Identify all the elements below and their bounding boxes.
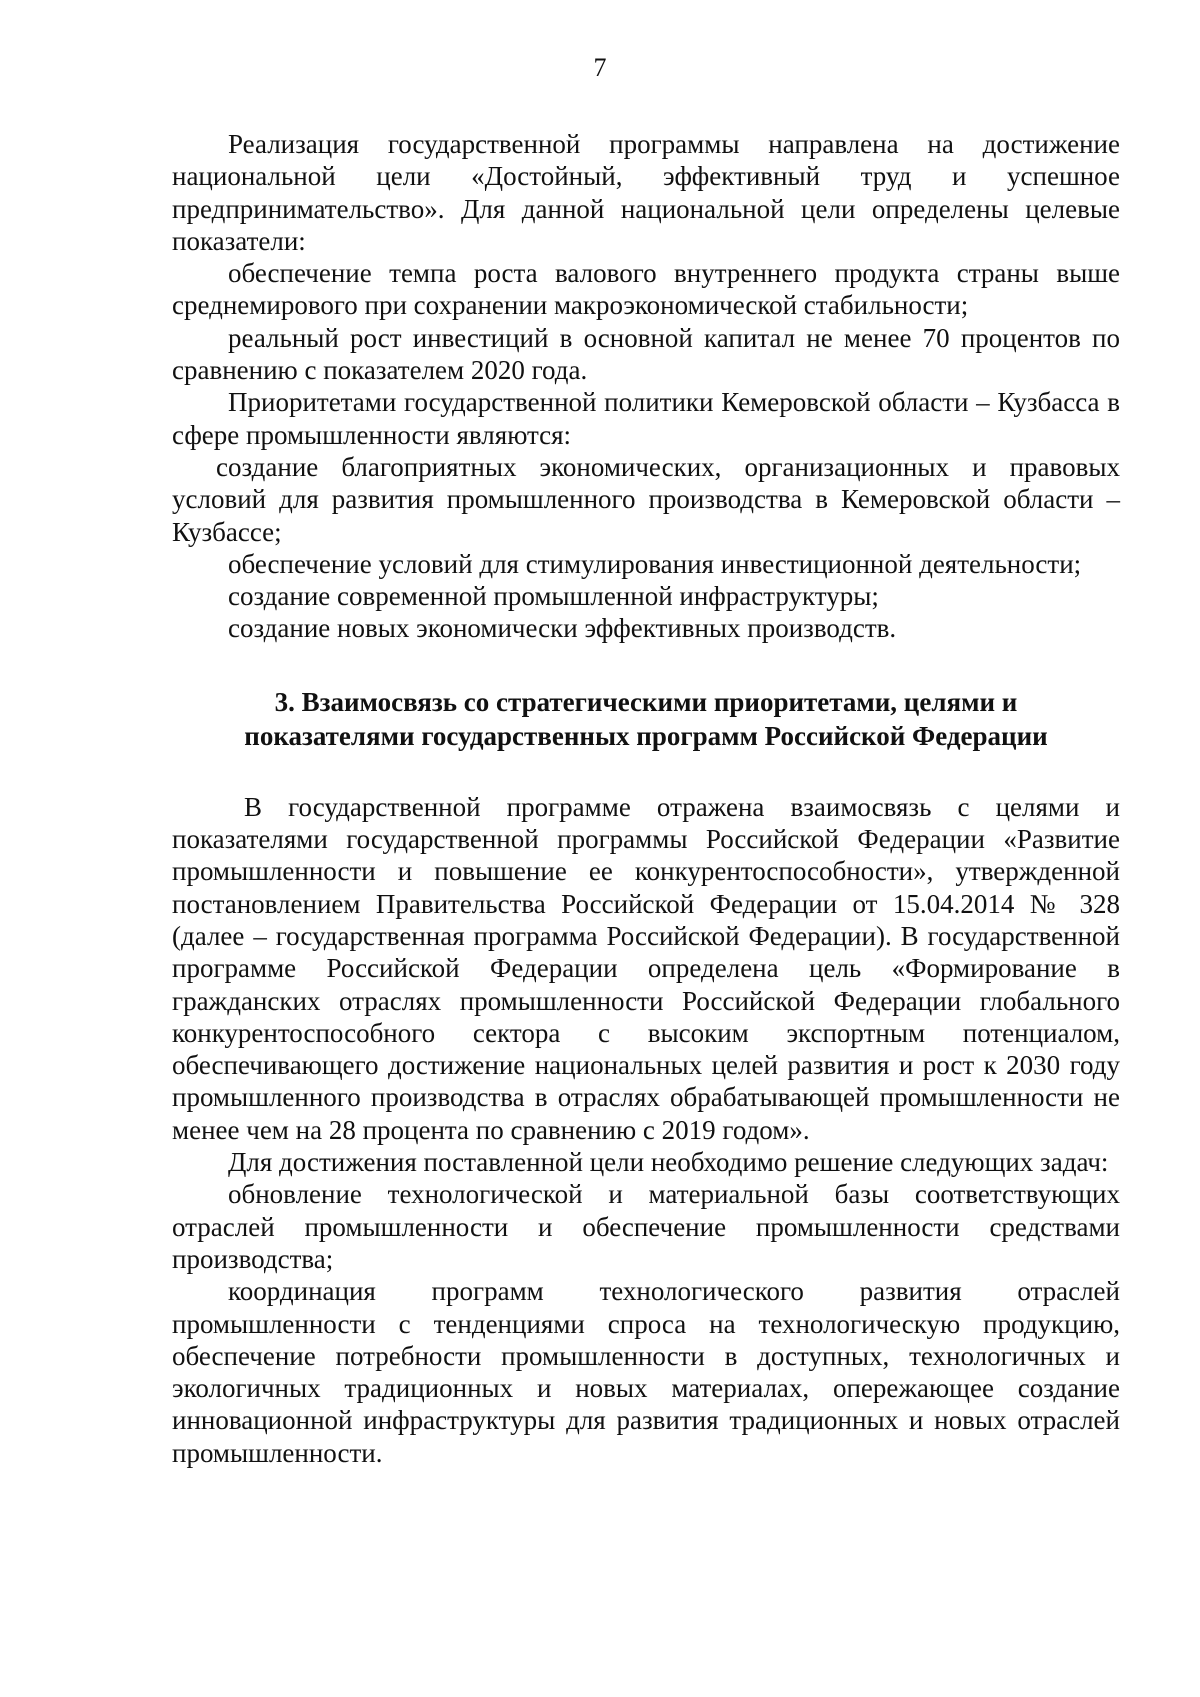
paragraph-favorable-conditions: создание благоприятных экономических, организационных и правовых условий для развития промышленного производства в Кемеровской области – Кузбассе; xyxy=(172,451,1120,547)
section-3-heading-line-2: показателями государственных программ Российской Федерации xyxy=(244,720,1048,751)
paragraph-federal-program-link: В государственной программе отражена взаимосвязь с целями и показателями государственной программы Российской Федерации «Развитие промышленности и повышение ее конкурентоспособности», утвержденной постановлением Правительства Российской Федерации от 15.04.2014 № 328 (далее – государственная программа Российской Федерации). В государственной программе Российской Федерации определена цель «Формирование в гражданских отраслях промышленности Российской Федерации глобального конкурентоспособного сектора с высоким экспортным потенциалом, обеспечивающего достижение национальных целей развития и рост к 2030 году промышленного производства в отраслях обрабатывающей промышленности не менее чем на 28 процента по сравнению с 2019 годом». xyxy=(172,791,1120,1145)
document-body xyxy=(172,128,1120,1469)
paragraph-goal-intro: Реализация государственной программы направлена на достижение национальной цели «Достойный, эффективный труд и успешное предпринимательство». Для данной национальной цели определены целевые показатели: xyxy=(172,129,1120,256)
section-3-heading xyxy=(172,685,1120,753)
paragraph-task-modernization: обновление технологической и материальной базы соответствующих отраслей промышленности и обеспечение промышленности средствами производства; xyxy=(172,1179,1120,1274)
paragraph-new-productions: создание новых экономически эффективных производств. xyxy=(228,613,897,644)
paragraph-priorities-intro: Приоритетами государственной политики Кемеровской области – Кузбасса в сфере промышленности являются: xyxy=(172,387,1120,450)
page-number: 7 xyxy=(593,53,607,82)
paragraph-investment-stimulation: обеспечение условий для стимулирования инвестиционной деятельности; xyxy=(228,548,1082,579)
paragraph-investment-growth: реальный рост инвестиций в основной капитал не менее 70 процентов по сравнению с показателем 2020 года. xyxy=(172,322,1120,386)
paragraph-gdp-growth: обеспечение темпа роста валового внутреннего продукта страны выше среднемирового при сохранении макроэкономической стабильности; xyxy=(172,258,1120,321)
paragraph-task-coordination: координация программ технологического развития отраслей промышленности с тенденциями спроса на технологическую продукцию, обеспечение потребности промышленности в доступных, технологичных и экологичных традиционных и новых материалах, опережающее создание инновационной инфраструктуры для развития традиционных и новых отраслей промышленности. xyxy=(172,1276,1120,1468)
paragraph-infrastructure: создание современной промышленной инфраструктуры; xyxy=(228,581,879,612)
section-3-heading-line-1: 3. Взаимосвязь со стратегическими приоритетами, целями и xyxy=(274,686,1018,717)
paragraph-tasks-intro: Для достижения поставленной цели необходимо решение следующих задач: xyxy=(228,1147,1109,1178)
